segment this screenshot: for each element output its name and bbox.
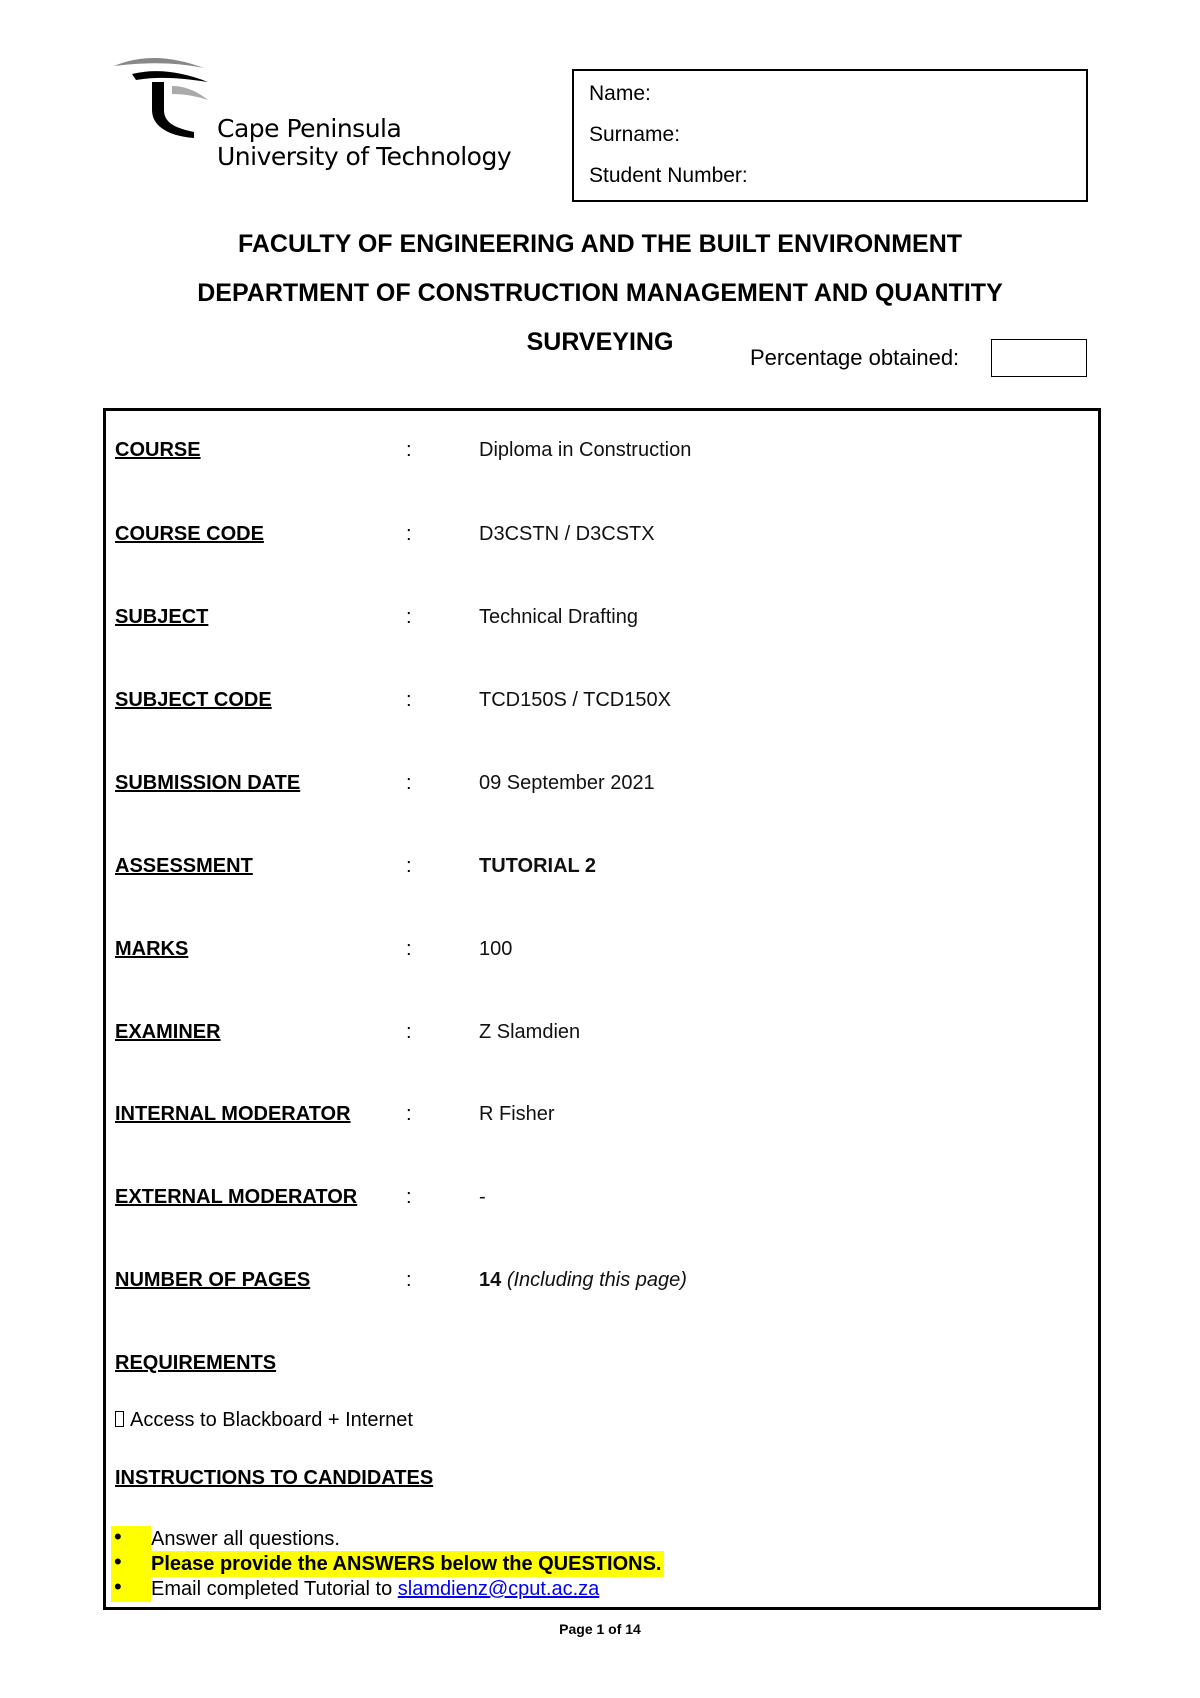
detail-colon: : (406, 1186, 412, 1208)
detail-row-examiner (115, 1021, 1075, 1049)
detail-row-assessment (115, 855, 1075, 883)
detail-label: COURSE CODE (115, 523, 264, 545)
logo-text-line2: University of Technology (217, 142, 512, 171)
detail-label: SUBMISSION DATE (115, 772, 301, 794)
department-title-line1: DEPARTMENT OF CONSTRUCTION MANAGEMENT AND QUANTITY (197, 279, 1003, 307)
percentage-box (991, 339, 1087, 377)
detail-label: EXAMINER (115, 1021, 221, 1043)
student-number-label: Student Number: (589, 164, 748, 187)
detail-colon: : (406, 439, 412, 461)
detail-row-submission-date (115, 772, 1075, 800)
detail-value: R Fisher (479, 1103, 555, 1125)
requirement-text: Access to Blackboard + Internet (130, 1409, 413, 1431)
requirements-title: REQUIREMENTS (115, 1352, 277, 1374)
university-crest-icon (112, 52, 212, 152)
page-count: 14 (479, 1269, 502, 1291)
detail-label: COURSE (115, 439, 201, 461)
detail-row-external-moderator (115, 1186, 1075, 1214)
surname-label: Surname: (589, 123, 681, 146)
faculty-title: FACULTY OF ENGINEERING AND THE BUILT ENVIRONMENT (237, 230, 963, 258)
detail-value: Diploma in Construction (479, 439, 692, 461)
detail-colon: : (406, 772, 412, 794)
bullet-icon: • (111, 1576, 151, 1602)
detail-label: INTERNAL MODERATOR (115, 1103, 351, 1125)
instructions-title: INSTRUCTIONS TO CANDIDATES (115, 1467, 434, 1489)
detail-colon: : (406, 606, 412, 628)
detail-label: SUBJECT CODE (115, 689, 272, 711)
detail-value: Z Slamdien (479, 1021, 581, 1043)
instruction-item (111, 1576, 602, 1602)
detail-label: EXTERNAL MODERATOR (115, 1186, 358, 1208)
percentage-label: Percentage obtained: (750, 345, 960, 370)
detail-row-number-of-pages (115, 1269, 1075, 1297)
instruction-text (151, 1576, 602, 1602)
name-label: Name: (589, 82, 651, 105)
detail-row-course (115, 439, 1075, 467)
bullet-icon: • (111, 1526, 151, 1552)
university-logo (112, 52, 532, 182)
detail-row-marks (115, 938, 1075, 966)
detail-value: - (479, 1186, 486, 1208)
detail-value: 09 September 2021 (479, 772, 655, 794)
missing-glyph-icon (115, 1411, 124, 1427)
detail-value: TUTORIAL 2 (479, 855, 597, 877)
detail-colon: : (406, 938, 412, 960)
department-title-line2: SURVEYING (526, 328, 674, 356)
detail-label: MARKS (115, 938, 189, 960)
instruction-text: Answer all questions. (151, 1528, 340, 1550)
instruction-item (111, 1526, 343, 1552)
detail-colon: : (406, 689, 412, 711)
detail-label: ASSESSMENT (115, 855, 253, 877)
page-number: Page 1 of 14 (559, 1621, 641, 1637)
detail-value: D3CSTN / D3CSTX (479, 523, 655, 545)
instruction-item (111, 1551, 664, 1577)
detail-value: TCD150S / TCD150X (479, 689, 671, 711)
detail-value: Technical Drafting (479, 606, 638, 628)
detail-row-internal-moderator (115, 1103, 1075, 1131)
detail-row-course-code (115, 523, 1075, 551)
page-count-note: (Including this page) (506, 1269, 687, 1291)
detail-value (479, 1269, 687, 1292)
instruction-text: Please provide the ANSWERS below the QUESTIONS. (151, 1551, 664, 1577)
student-details-box (572, 69, 1088, 202)
requirement-item (115, 1409, 413, 1432)
detail-colon: : (406, 1269, 412, 1291)
detail-row-subject (115, 606, 1075, 634)
detail-colon: : (406, 1103, 412, 1125)
email-link[interactable]: slamdienz@cput.ac.za (397, 1578, 600, 1600)
detail-label: SUBJECT (115, 606, 209, 628)
email-prefix: Email completed Tutorial to (151, 1578, 398, 1600)
bullet-icon: • (111, 1551, 151, 1577)
logo-text-line1: Cape Peninsula (217, 114, 402, 143)
detail-row-subject-code (115, 689, 1075, 717)
detail-value: 100 (479, 938, 513, 960)
detail-label: NUMBER OF PAGES (115, 1269, 311, 1291)
detail-colon: : (406, 855, 412, 877)
detail-colon: : (406, 1021, 412, 1043)
detail-colon: : (406, 523, 412, 545)
